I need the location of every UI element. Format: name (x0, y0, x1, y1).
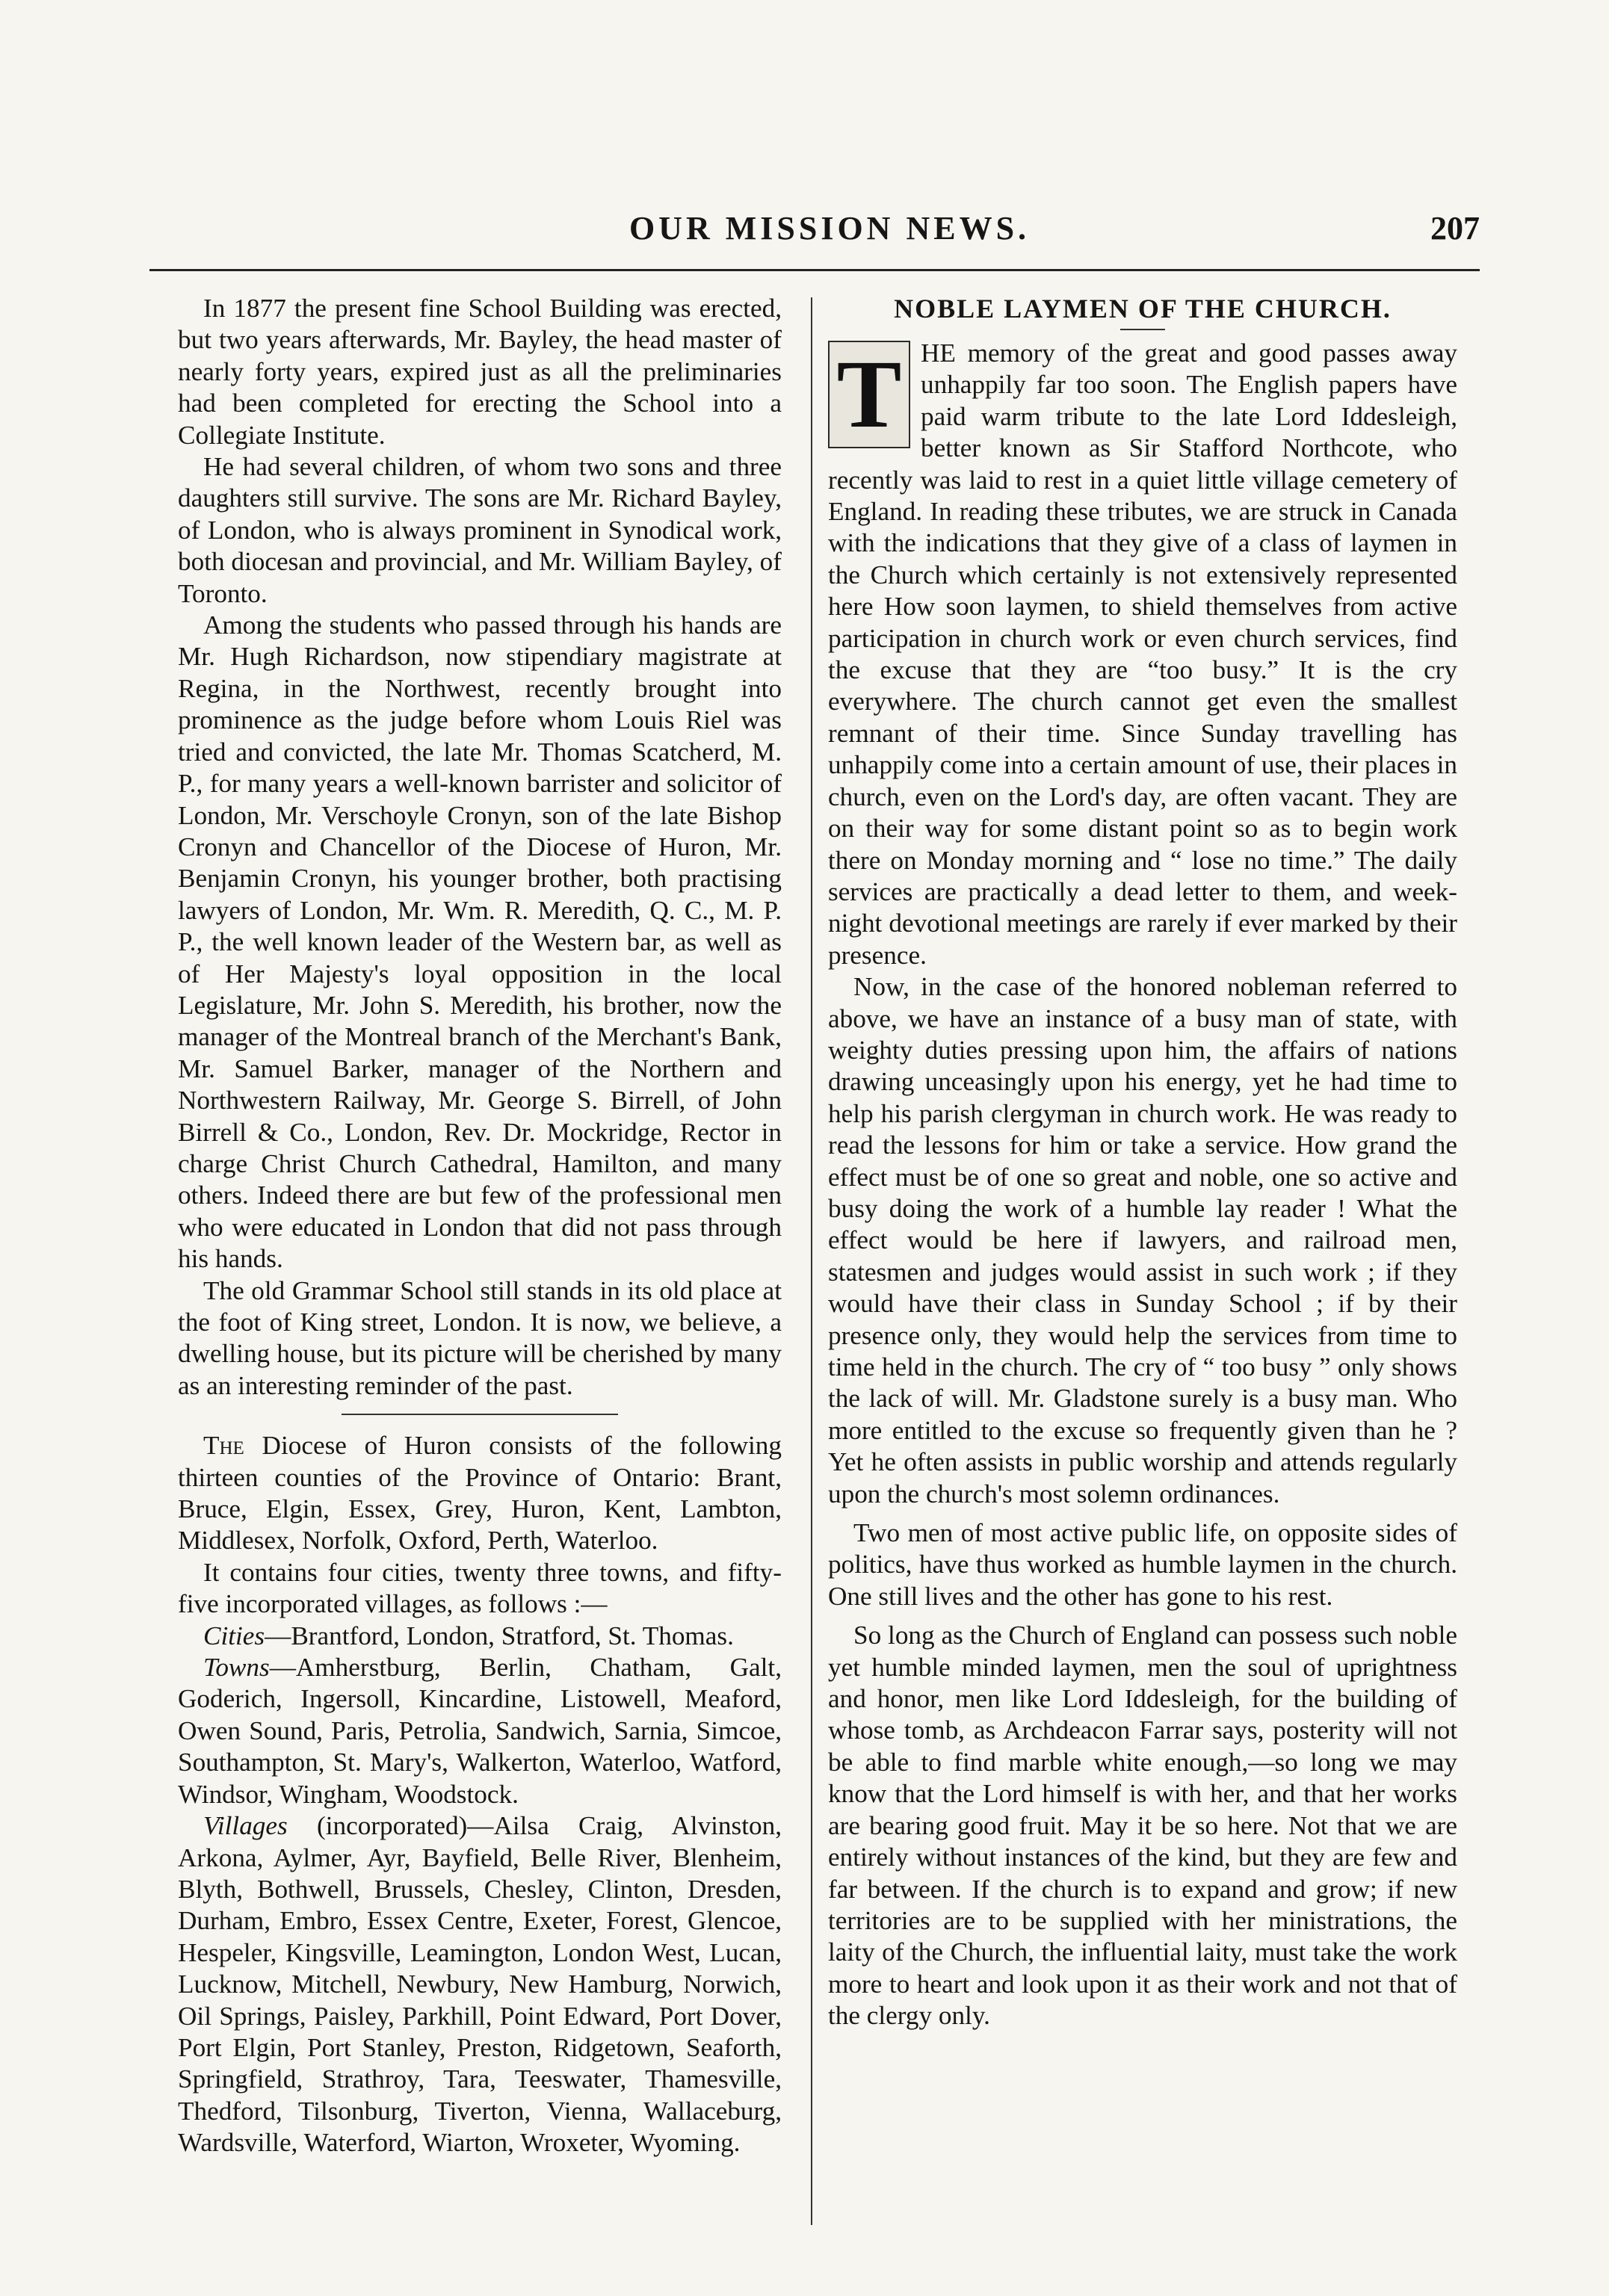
cities-label: Cities (203, 1621, 265, 1650)
paragraph-bayley-children: He had several children, of whom two sons and three daughters still survive. The sons are Mr. Richard Bayley, of London, who is always prominent in Synodical work, both diocesan and provincial, and Mr. William Bayley, of Toronto. (178, 452, 782, 608)
decorative-initial (828, 341, 910, 448)
title-rule (1120, 329, 1165, 330)
header-rule (149, 269, 1480, 271)
page-header (149, 209, 1480, 262)
paragraph-so-long: So long as the Church of England can possess such noble yet humble minded laymen, men the soul of uprightness and honor, men like Lord Iddesleigh, for the building of whose tomb, as Archdeacon Farrar says, posterity will not be able to find marble white enough,—so long we may know that the Lord himself is with her, and that her works are bearing good fruit. May it be so here. Not that we are entirely without instances of the kind, but they are few and far between. If the church is to expand and grow; if new territories are to be supplied with her ministrations, the laity of the Church, the influential laity, must take the work more to heart and look upon it as their work and not that of the clergy only. (828, 1621, 1457, 2031)
section-divider (342, 1414, 618, 1415)
column-divider (811, 297, 812, 2225)
villages-label: Villages (203, 1811, 288, 1841)
running-title: OUR MISSION NEWS. (629, 210, 1031, 247)
paragraph-school-building: In 1877 the present fine School Building was erected, but two years afterwards, Mr. Bayley, the head master of nearly forty years, expired just as all the preliminaries had been completed for erecting the School into a Collegiate Institute. (178, 294, 782, 450)
cities-list: —Brantford, London, Stratford, St. Thomas. (265, 1621, 734, 1650)
paragraph-students: Among the students who passed through his hands are Mr. Hugh Richardson, now stipendiary magistrate at Regina, in the Northwest, recently brought into prominence as the judge before whom Louis Riel was tried and convicted, the late Mr. Thomas Scatcherd, M. P., for many years a well-known barrister and solicitor of London, Mr. Verschoyle Cronyn, son of the late Bishop Cronyn and Chancellor of the Diocese of Huron, Mr. Benjamin Cronyn, his younger brother, both practising lawyers of London, Mr. Wm. R. Meredith, Q. C., M. P. P., the well known leader of the Western bar, as well as of Her Majesty's loyal opposition in the local Legislature, Mr. John S. Meredith, his brother, now the manager of the Montreal branch of the Merchant's Bank, Mr. Samuel Barker, manager of the Northern and Northwestern Railway, Mr. George S. Birrell, of John Birrell & Co., London, Rev. Dr. Mockridge, Rector in charge Christ Church Cathedral, Hamilton, and many others. Indeed there are but few of the professional men who were educated in London that did not pass through his hands. (178, 610, 782, 1274)
paragraph-two-men: Two men of most active public life, on opposite sides of politics, have thus worked as humble laymen in the church. One still lives and the other has gone to his rest. (828, 1518, 1457, 1611)
article-title: NOBLE LAYMEN OF THE CHURCH. (894, 294, 1392, 324)
paragraph-old-grammar-school: The old Grammar School still stands in its old place at the foot of King street, London. It is now, we believe, a dwelling house, but its picture will be cherished by many as an interesting reminder of the past. (178, 1275, 782, 1400)
paragraph-contains: It contains four cities, twenty three towns, and fifty-five incorporated villages, as follows :— (178, 1557, 782, 1619)
towns-list: —Amherstburg, Berlin, Chatham, Galt, Goderich, Ingersoll, Kincardine, Listowell, Meaford, Owen Sound, Paris, Petrolia, Sandwich, Sarnia, Simcoe, Southampton, St. Mary's, Walkerton, Waterloo, Watford, Windsor, Wingham, Woodstock. (178, 1653, 782, 1809)
paragraph-cities (178, 1621, 782, 1652)
page-number: 207 (1430, 210, 1480, 247)
left-column (178, 293, 782, 2159)
memory-text: HE memory of the great and good passes away unhappily far too soon. The English papers have paid warm tribute to the late Lord Iddesleigh, better known as Sir Stafford Northcote, who recently was laid to rest in a quiet little village cemetery of England. In reading these tributes, we are struck in Canada with the indications that they give of a class of laymen in the Church which certainly is not extensively represented here How soon laymen, to shield themselves from active participation in church work or even church services, find the excuse that they are “too busy.” It is the cry everywhere. The church cannot get even the smallest remnant of their time. Since Sunday travelling has unhappily come into a certain amount of use, their places in church, even on the Lord's day, are often vacant. They are on their way for some distant point so as to begin work there on Monday morning and “ lose no time.” The daily services are practically a dead letter to them, and week-night devotional meetings are rarely if ever marked by their presence. (828, 338, 1457, 970)
decorative-initial-letter: T (836, 341, 902, 448)
towns-label: Towns (203, 1653, 270, 1683)
paragraph-villages (178, 1810, 782, 2159)
paragraph-diocese-of-huron (178, 1430, 782, 1557)
paragraph-nobleman: Now, in the case of the honored nobleman referred to above, we have an instance of a busy man of state, with weighty duties pressing upon him, the affairs of nations drawing unceasingly upon his energy, yet he had time to help his parish clergyman in church work. He was ready to read the lessons for him or take a service. How grand the effect must be of one so great and noble, one so active and busy doing the work of a humble lay reader ! What the effect would be here if lawyers, and railroad men, statesmen and judges would assist in such work ; if they would have their class in Sunday School ; if by their presence only, they would help the services from time to time held in the church. The cry of “ too busy ” only shows the lack of will. Mr. Gladstone surely is a busy man. Who more entitled to the excuse so frequently given than he ? Yet he often assists in public worship and attends regularly upon the church's most solemn ordinances. (828, 972, 1457, 1509)
paragraph-towns (178, 1652, 782, 1810)
diocese-text: Diocese of Huron consists of the following thirteen counties of the Province of Ontario: Brant, Bruce, Elgin, Essex, Grey, Huron, Kent, Lambton, Middlesex, Norfolk, Oxford, Perth, Waterloo. (178, 1431, 782, 1556)
right-column (828, 293, 1457, 2032)
paragraph-memory (828, 338, 1457, 971)
villages-list: (incorporated)—Ailsa Craig, Alvinston, Arkona, Aylmer, Ayr, Bayfield, Belle River, Blenheim, Blyth, Bothwell, Brussels, Chesley, Clinton, Dresden, Durham, Embro, Essex Centre, Exeter, Forest, Glencoe, Hespeler, Kingsville, Leamington, London West, Lucan, Lucknow, Mitchell, Newbury, New Hamburg, Norwich, Oil Springs, Paisley, Parkhill, Point Edward, Port Dover, Port Elgin, Port Stanley, Preston, Ridgetown, Seaforth, Springfield, Strathroy, Tara, Teeswater, Thamesville, Thedford, Tilsonburg, Tiverton, Vienna, Wallaceburg, Wardsville, Waterford, Wiarton, Wroxeter, Wyoming. (178, 1811, 782, 2158)
lead-word: The (203, 1431, 244, 1461)
